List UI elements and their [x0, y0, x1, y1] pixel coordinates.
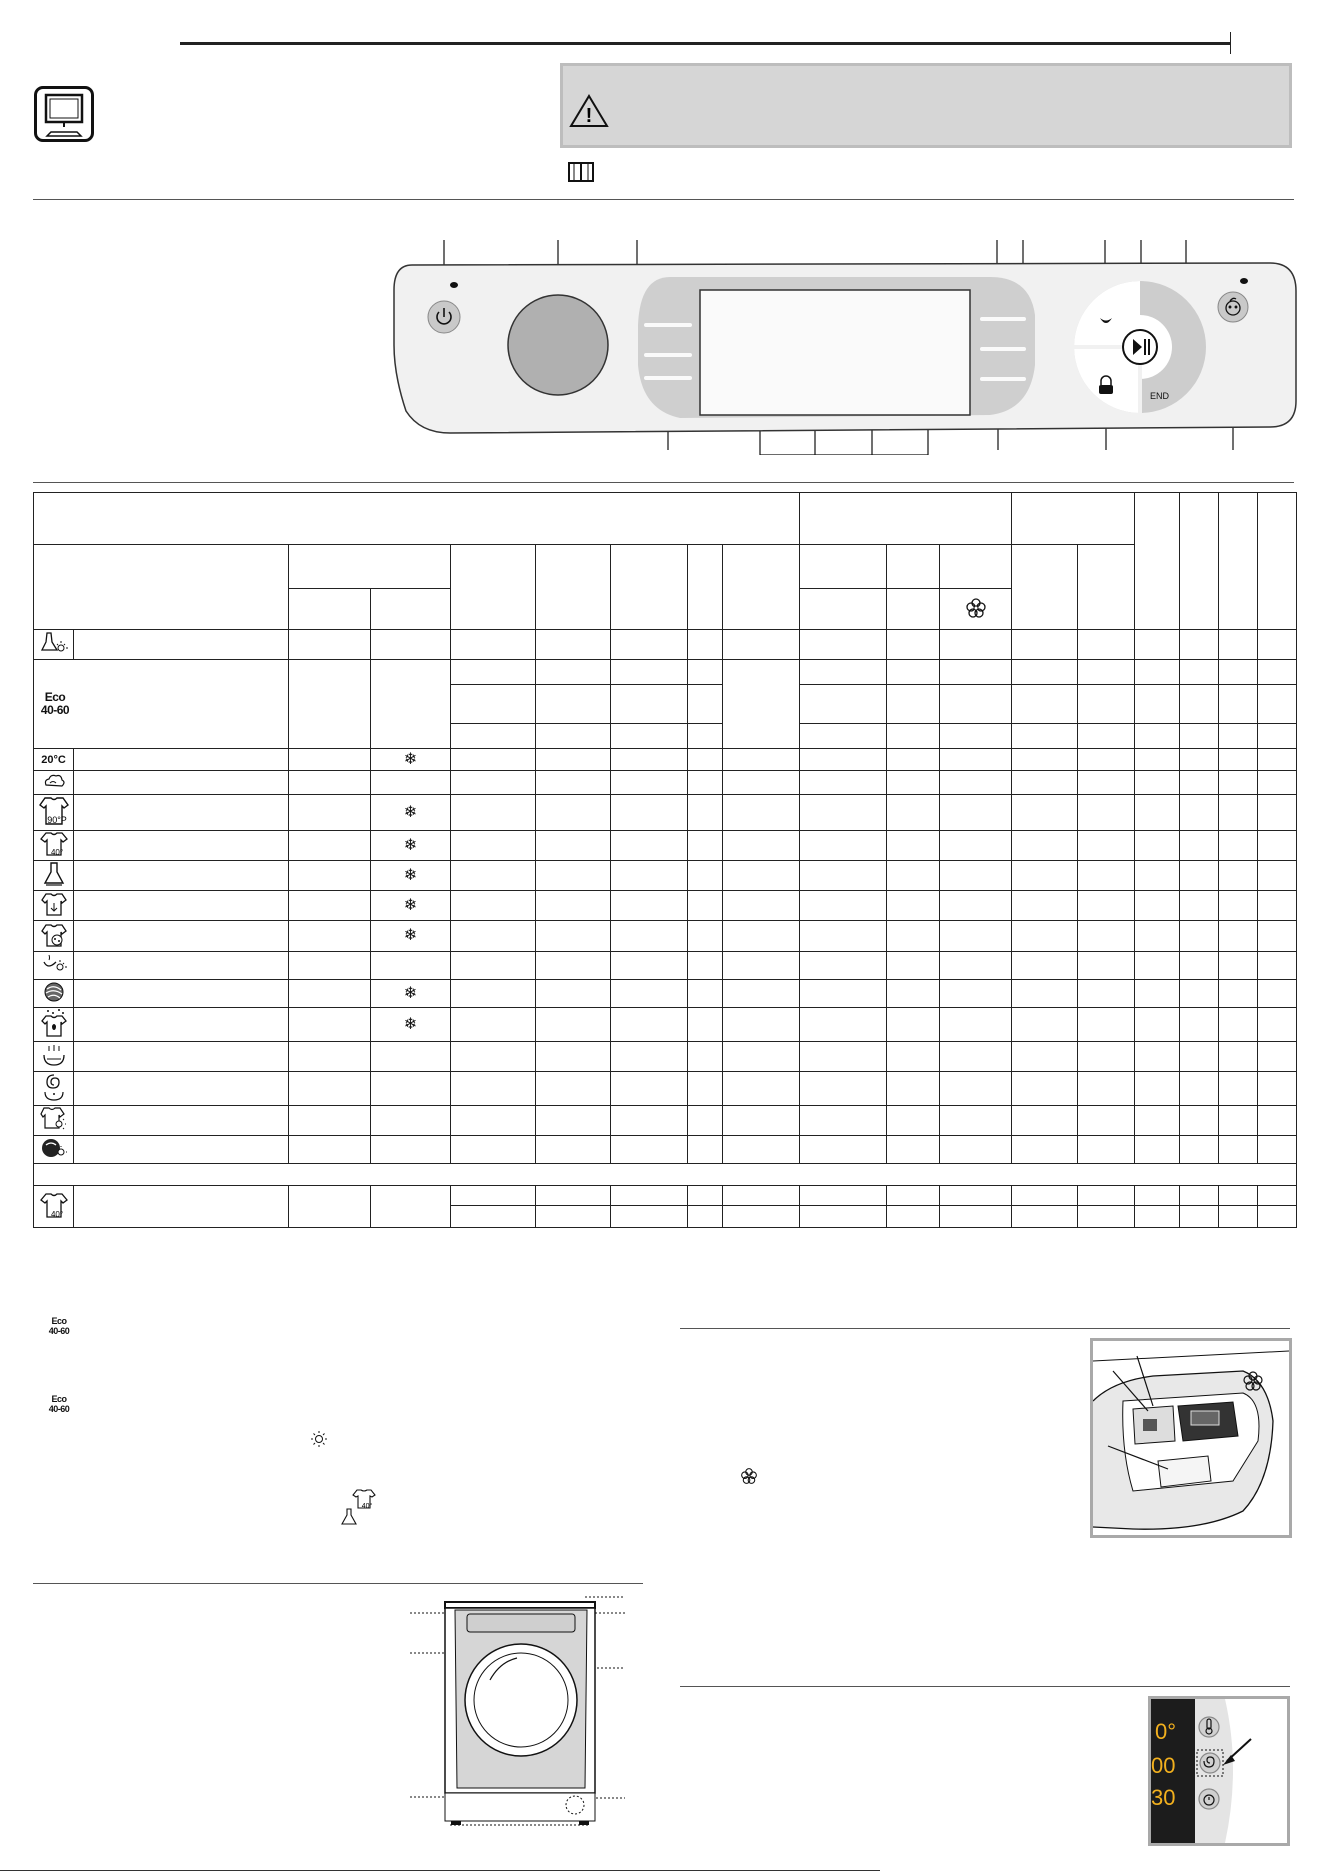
cold-wash-snowflake-icon: ❄: [403, 927, 418, 944]
open-book-icon: [566, 160, 596, 184]
eco-40-60-note-2: Eco 40-60: [48, 1394, 70, 1414]
cold-wash-snowflake-icon: ❄: [403, 750, 418, 768]
softener-flower-icon: [740, 1467, 758, 1485]
monitor-icon: [34, 86, 94, 142]
rinse-icon: [40, 1043, 68, 1067]
cold-wash-snowflake-icon: ❄: [403, 866, 418, 884]
synthetics-icon: [41, 861, 67, 887]
delicates-icon: [40, 952, 68, 976]
white-icon: [40, 891, 68, 917]
warning-triangle-icon: [568, 93, 610, 129]
washing-machine-figure: [405, 1590, 630, 1860]
warning-box: [560, 63, 1292, 148]
synthetics-icon: [340, 1508, 358, 1526]
cold-wash-snowflake-icon: ❄: [403, 1015, 418, 1033]
spin-icon: [40, 1072, 68, 1102]
spin-display-figure: [1148, 1696, 1290, 1846]
svg-text:40°: 40°: [361, 1503, 373, 1510]
quick-icon: [39, 1106, 69, 1132]
svg-text:0°: 0°: [1155, 1719, 1177, 1744]
display-screen: [700, 290, 970, 415]
timer-icon: [1199, 1789, 1219, 1809]
svg-text:END: END: [1150, 391, 1170, 401]
svg-text:40°: 40°: [50, 1210, 63, 1219]
dark-icon: [39, 1136, 69, 1160]
softener-flower-icon: [965, 597, 987, 619]
colours-icon: [40, 922, 68, 948]
cold-wash-snowflake-icon: ❄: [403, 896, 418, 914]
svg-text:!: !: [585, 105, 593, 127]
section-rule-right-1: [680, 1328, 1290, 1329]
eco-40-60-label: Eco 40-60: [40, 690, 70, 717]
power-led: [450, 282, 458, 288]
footer-rule: [0, 1870, 880, 1871]
top-rule-tick: [1230, 32, 1231, 54]
svg-text:90°P: 90°P: [46, 815, 67, 825]
stain-icon: [39, 1008, 69, 1038]
thermometer-icon: [1199, 1717, 1219, 1737]
programme-table: [33, 492, 1297, 1228]
eco-40-60-note-1: Eco 40-60: [48, 1316, 70, 1336]
header-rule: [33, 199, 1294, 200]
cotton-90p-icon: [37, 795, 71, 827]
cold-wash-snowflake-icon: ❄: [403, 984, 418, 1002]
cotton-40-icon: [39, 831, 69, 857]
svg-text:30: 30: [1151, 1785, 1176, 1810]
steam-icon: [41, 771, 67, 791]
svg-text:40°: 40°: [50, 848, 63, 857]
child-lock-button: [1218, 292, 1248, 322]
cotton-40-icon: [39, 1190, 69, 1220]
program-knob: [508, 295, 608, 395]
section-rule-right-2: [680, 1686, 1290, 1687]
panel-rule: [33, 482, 1294, 483]
20c-label: 20°C: [34, 749, 74, 771]
cold-wash-snowflake-icon: ❄: [403, 836, 418, 854]
svg-text:00: 00: [1151, 1753, 1176, 1778]
detergent-drawer-figure: [1090, 1338, 1292, 1538]
top-rule: [180, 42, 1230, 45]
spiral-icon: [1200, 1753, 1220, 1773]
cold-wash-snowflake-icon: ❄: [403, 803, 418, 821]
wool-icon: [41, 980, 67, 1004]
control-panel-diagram: [390, 235, 1310, 455]
cotton-40-icon: [352, 1488, 376, 1510]
mixed-icon: [39, 630, 69, 656]
section-rule-left: [33, 1583, 643, 1584]
sun-icon: [310, 1430, 328, 1448]
